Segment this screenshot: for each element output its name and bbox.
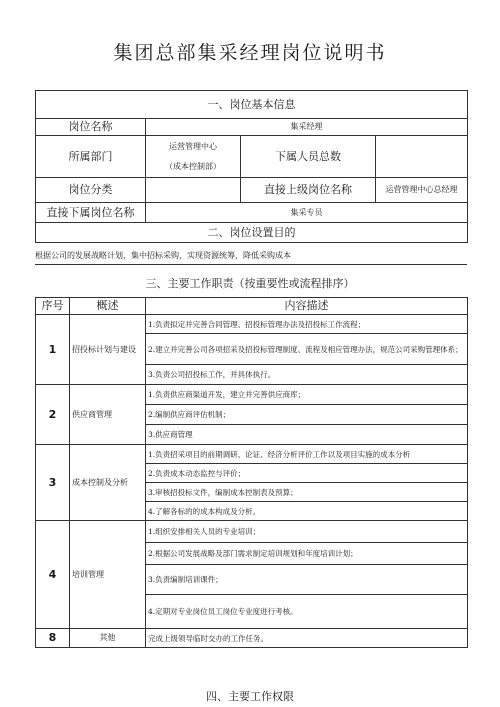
table-row bbox=[36, 521, 468, 543]
authority-section-title: 四、主要工作权限 bbox=[206, 690, 294, 703]
department-label: 所属部门 bbox=[36, 136, 146, 178]
category-label: 岗位分类 bbox=[36, 178, 146, 203]
duty-item: 1.负责拟定并完善合同管理、招投标管理办法及招投标工作流程； bbox=[146, 315, 468, 334]
duty-number: 8 bbox=[36, 629, 70, 648]
duty-item: 2.负责成本动态监控与评价； bbox=[146, 464, 468, 483]
duty-summary: 招投标计划与建设 bbox=[70, 315, 146, 385]
duty-summary: 培训管理 bbox=[70, 521, 146, 629]
subordinates-label: 下属人员总数 bbox=[241, 136, 376, 178]
direct-sub-value: 集采专员 bbox=[146, 203, 468, 223]
table-row bbox=[36, 385, 468, 405]
document-title: 集团总部集采经理岗位说明书 bbox=[113, 42, 387, 64]
duty-item: 3.负责公司招投标工作，并具体执行。 bbox=[146, 365, 468, 385]
duty-summary: 供应商管理 bbox=[70, 385, 146, 445]
header-summary: 概述 bbox=[70, 298, 146, 315]
position-name-label: 岗位名称 bbox=[36, 119, 146, 136]
subordinates-value bbox=[376, 136, 468, 178]
duty-item: 4.定期对专业岗位员工岗位专业度进行考核。 bbox=[146, 595, 468, 629]
duty-number: 4 bbox=[36, 521, 70, 629]
duty-item: 完成上级领导临时交办的工作任务。 bbox=[146, 629, 468, 648]
department-value bbox=[146, 136, 241, 178]
header-desc: 内容描述 bbox=[146, 298, 468, 315]
duty-item: 2.根据公司发展战略及部门需求制定培训规划和年度培训计划； bbox=[146, 543, 468, 565]
duty-summary: 其他 bbox=[70, 629, 146, 648]
duties-section-title: 三、主要工作职责（按重要性或流程排序） bbox=[145, 277, 355, 290]
direct-sub-label: 直接下属岗位名称 bbox=[36, 203, 146, 223]
duty-item: 2.编制供应商评估机制； bbox=[146, 405, 468, 425]
duty-item: 3.负责编制培训课件； bbox=[146, 565, 468, 595]
superior-label: 直接上级岗位名称 bbox=[241, 178, 376, 203]
header-no: 序号 bbox=[36, 298, 70, 315]
duty-item: 2.建立并完善公司各项招采及招投标管理制度、流程及相应管理办法，规范公司采购管理体系； bbox=[146, 334, 468, 365]
duty-number: 2 bbox=[36, 385, 70, 445]
purpose-text: 根据公司的发展战略计划，集中招标采购，实现资源统筹，降低采购成本 bbox=[35, 250, 467, 265]
duty-item: 3.审核招投标文件，编制成本控制表及预算； bbox=[146, 483, 468, 502]
basic-info-table bbox=[35, 90, 468, 243]
duty-item: 4.了解各标的的成本构成及分析。 bbox=[146, 502, 468, 521]
table-row bbox=[36, 445, 468, 464]
duty-item: 1.组织安排相关人员的专业培训； bbox=[146, 521, 468, 543]
duty-summary: 成本控制及分析 bbox=[70, 445, 146, 521]
superior-value: 运营管理中心总经理 bbox=[376, 178, 468, 203]
department-line1: 运营管理中心 bbox=[169, 141, 217, 151]
department-line2: （成本控制部） bbox=[165, 161, 221, 171]
duty-item: 3.供应商管理 bbox=[146, 425, 468, 445]
position-name-value: 集采经理 bbox=[146, 119, 468, 136]
duty-number: 3 bbox=[36, 445, 70, 521]
duties-table bbox=[35, 297, 468, 648]
duty-number: 1 bbox=[36, 315, 70, 385]
category-value bbox=[146, 178, 241, 203]
table-row bbox=[36, 629, 468, 648]
table-row bbox=[36, 315, 468, 334]
duty-item: 1.负责招采项目的前期调研、论证、经济分析评价工作以及项目实施的成本分析 bbox=[146, 445, 468, 464]
purpose-section-title: 二、岗位设置目的 bbox=[36, 223, 468, 243]
basic-info-section-title: 一、岗位基本信息 bbox=[36, 91, 468, 119]
duty-item: 1.负责供应商渠道开发，建立并完善供应商库； bbox=[146, 385, 468, 405]
